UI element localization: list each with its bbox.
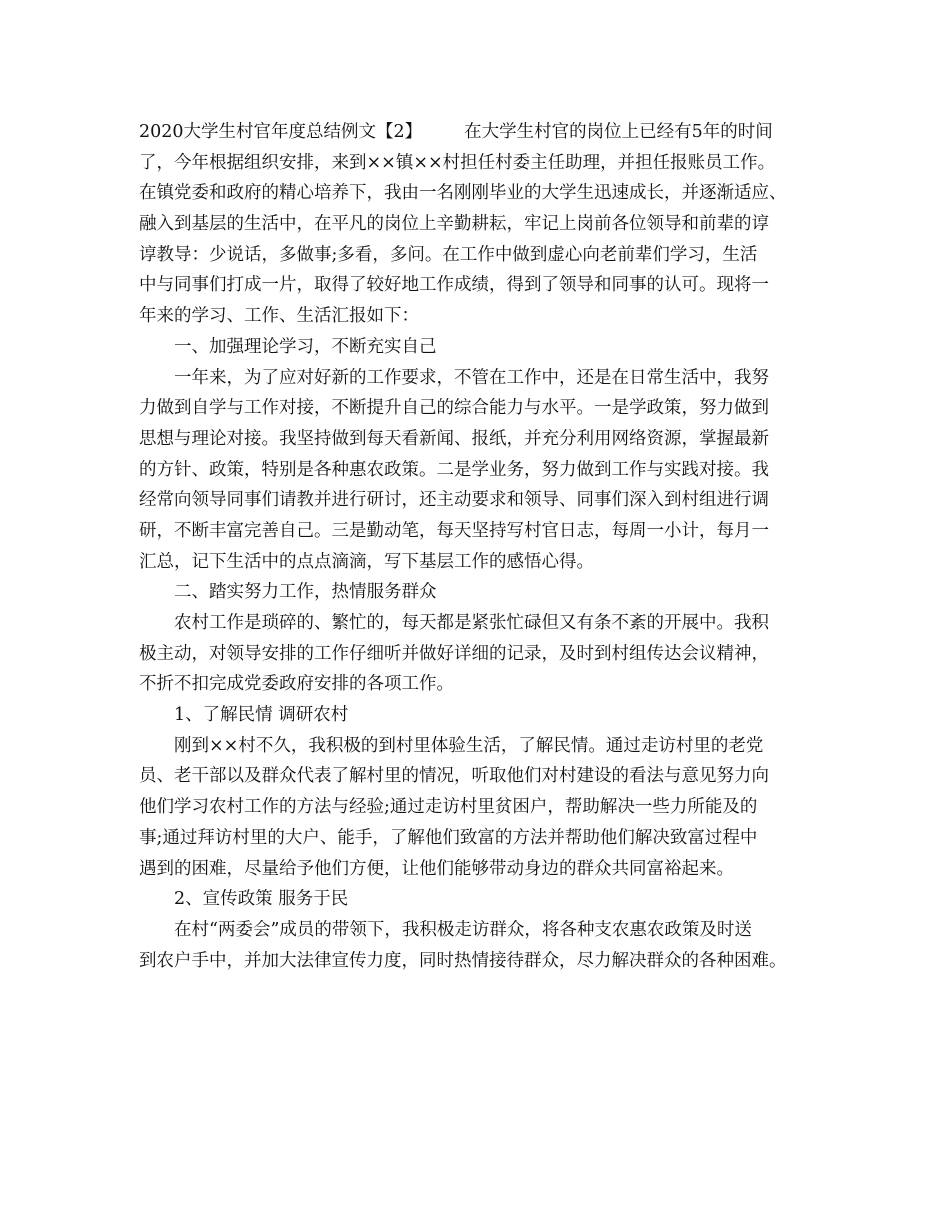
section1-line: 汇总，记下生活中的点点滴滴，写下基层工作的感悟心得。 [139,551,594,572]
section2-heading: 二、踏实努力工作，热情服务群众 [174,582,437,603]
section1-line: 经常向领导同事们请教并进行研讨，还主动要求和领导、同事们深入到村组进行调 [139,490,769,511]
subsection2-line: 到农户手中，并加大法律宣传力度，同时热情接待群众，尽力解决群众的各种困难。 [139,950,787,971]
title-line [139,117,823,148]
section1-line: 一年来，为了应对好新的工作要求，不管在工作中，还是在日常生活中，我努 [174,367,769,388]
subsection2-line: 在村“两委会”成员的带领下，我积极走访群众，将各种支农惠农政策及时送 [174,919,752,940]
section1-line: 的方针、政策，特别是各种惠农政策。二是学业务，努力做到工作与实践对接。我 [139,459,769,480]
intro-line: 年来的学习、工作、生活汇报如下： [139,306,419,327]
subsection1-line: 事;通过拜访村里的大户、能手，了解他们致富的方法并帮助他们解决致富过程中 [139,827,758,848]
section1-line: 力做到自学与工作对接，不断提升自己的综合能力与水平。一是学政策，努力做到 [139,398,769,419]
subsection1-heading: 1、了解民情 调研农村 [174,705,349,726]
subsection1-line: 员、老干部以及群众代表了解村里的情况，听取他们对村建设的看法与意见努力向 [139,766,769,787]
subsection1-line: 遇到的困难，尽量给予他们方便，让他们能够带动身边的群众共同富裕起来。 [139,858,734,879]
section1-line: 思想与理论对接。我坚持做到每天看新闻、报纸，并充分利用网络资源，掌握最新 [139,428,769,449]
section1-heading: 一、加强理论学习，不断充实自己 [174,336,437,357]
intro-line: 了，今年根据组织安排，来到××镇××村担任村委主任助理，并担任报账员工作。 [139,152,776,173]
section2-line: 极主动，对领导安排的工作仔细听并做好详细的记录，及时到村组传达会议精神， [139,643,769,664]
intro-line: 在镇党委和政府的精心培养下，我由一名刚刚毕业的大学生迅速成长，并逐渐适应、 [139,183,787,204]
section2-line: 农村工作是琐碎的、繁忙的，每天都是紧张忙碌但又有条不紊的开展中。我积 [174,613,769,633]
document-title: 2020大学生村官年度总结例文【2】 [139,122,423,142]
subsection1-line: 他们学习农村工作的方法与经验;通过走访村里贫困户，帮助解决一些力所能及的 [139,797,758,818]
section1-line: 研，不断丰富完善自己。三是勤动笔，每天坚持写村官日志，每周一小计，每月一 [139,520,769,541]
intro-line: 谆教导：少说话，多做事;多看，多问。在工作中做到虚心向老前辈们学习，生活 [139,244,758,265]
document-body [139,117,823,976]
subsection1-line: 刚到××村不久，我积极的到村里体验生活，了解民情。通过走访村里的老党 [174,735,764,756]
intro-line: 融入到基层的生活中，在平凡的岗位上辛勤耕耘，牢记上岗前各位领导和前辈的谆 [139,214,769,235]
subsection2-heading: 2、宣传政策 服务于民 [174,889,349,910]
intro-line-start: 在大学生村官的岗位上已经有5年的时间 [464,122,773,142]
intro-line: 中与同事们打成一片，取得了较好地工作成绩，得到了领导和同事的认可。现将一 [139,275,769,296]
section2-line: 不折不扣完成党委政府安排的各项工作。 [139,674,454,695]
